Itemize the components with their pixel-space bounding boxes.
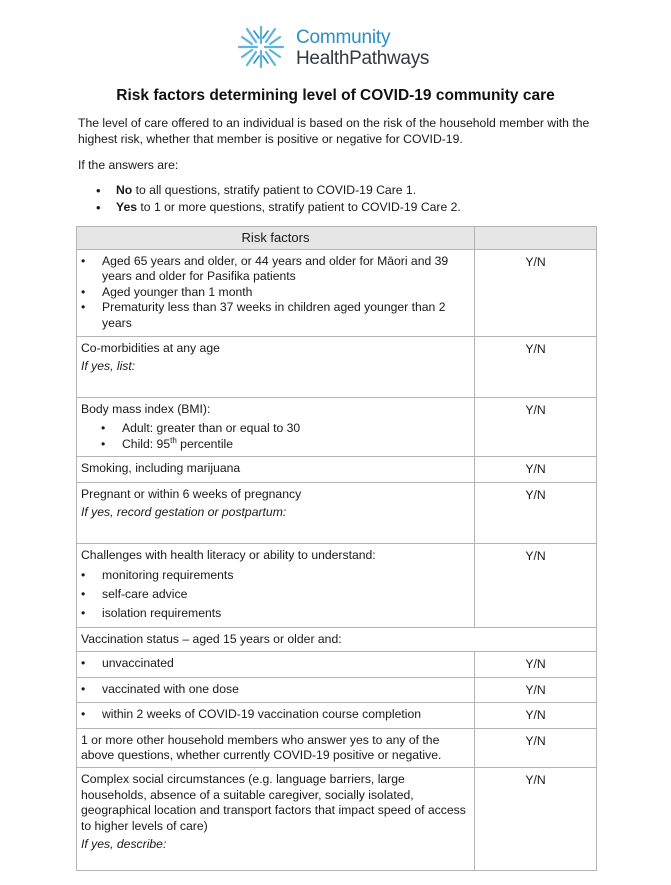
intro-paragraph: The level of care offered to an individual is based on the risk of the household member with the highest risk, whether that member is positive or negative for COVID-19. (78, 116, 590, 146)
bmi-child-sup: th (170, 435, 177, 445)
complex-note: If yes, describe: (81, 837, 167, 852)
brand-line-community: Community (296, 27, 391, 48)
list-item: • monitoring requirements (81, 566, 470, 585)
table-row-household (77, 728, 597, 768)
vacc-list-2 (81, 682, 470, 697)
list-item: • Adult: greater than or equal to 30 (101, 421, 470, 436)
literacy-label: Challenges with health literacy or ability to understand: (81, 547, 376, 562)
brand-wordmark (296, 27, 429, 69)
yn-cell: Y/N (475, 337, 597, 398)
yn-cell: Y/N (475, 768, 597, 871)
smoking-cell: Smoking, including marijuana (77, 457, 475, 482)
risk-factors-header: Risk factors (77, 227, 475, 250)
complex-label: Complex social circumstances (e.g. language barriers, large households, absence of a suitable caregiver, socially isolated, geographical location and transport factors that impact speed of access to higher levels of care) (81, 772, 466, 833)
stratify-list (96, 182, 461, 216)
comorbidities-label: Co-morbidities at any age (81, 341, 220, 355)
yn-cell: Y/N (475, 652, 597, 677)
table-row-complex (77, 768, 597, 871)
comorbidities-note: If yes, list: (81, 359, 136, 374)
stratify-no-label: No (116, 183, 133, 197)
yn-cell: Y/N (475, 728, 597, 768)
list-item: • self-care advice (81, 585, 470, 604)
age-cell (77, 250, 475, 337)
yn-cell: Y/N (475, 677, 597, 702)
table-row-literacy (77, 543, 597, 627)
table-row-one-dose (77, 677, 597, 702)
comorbidities-cell (77, 337, 475, 398)
yn-header (475, 227, 597, 250)
yn-cell: Y/N (475, 398, 597, 457)
list-item: • vaccinated with one dose (81, 682, 470, 697)
list-item: • Prematurity less than 37 weeks in children aged younger than 2 years (81, 300, 470, 331)
pregnant-note: If yes, record gestation or postpartum: (81, 505, 287, 520)
table-row-recent-completion (77, 703, 597, 728)
list-item: • within 2 weeks of COVID-19 vaccination course completion (81, 707, 470, 722)
list-item: • Aged 65 years and older, or 44 years and older for Māori and 39 years and older for Pasifika patients (81, 254, 470, 285)
one-dose-cell (77, 677, 475, 702)
bmi-label: Body mass index (BMI): (81, 402, 211, 416)
literacy-cell (77, 543, 475, 627)
unvaccinated-cell (77, 652, 475, 677)
stratify-yes-label: Yes (116, 200, 138, 214)
yn-cell: Y/N (475, 457, 597, 482)
vaccination-cell: Vaccination status – aged 15 years or older and: (77, 628, 597, 652)
yn-cell: Y/N (475, 250, 597, 337)
list-item: • unvaccinated (81, 656, 470, 671)
age-list (81, 254, 470, 331)
page-title: Risk factors determining level of COVID-19 community care (116, 87, 555, 104)
household-cell: 1 or more other household members who answer yes to any of the above questions, whether currently COVID-19 positive or negative. (77, 728, 475, 768)
table-row-pregnant (77, 482, 597, 543)
list-item: • Aged younger than 1 month (81, 285, 470, 300)
bmi-child-suffix: percentile (176, 436, 234, 451)
recent-completion-cell (77, 703, 475, 728)
vacc-list-3 (81, 707, 470, 722)
yn-cell: Y/N (475, 703, 597, 728)
bmi-list (101, 421, 470, 452)
table-header-row (77, 227, 597, 250)
if-answers-text: If the answers are: (78, 158, 179, 172)
stratify-no-text: to all questions, stratify patient to COVID-19 Care 1. (132, 183, 417, 197)
table-row-comorbidities (77, 337, 597, 398)
table-row-vaccination (77, 628, 597, 652)
list-item (101, 437, 470, 452)
bmi-child-text: Child: 95 (122, 436, 171, 451)
complex-cell (77, 768, 475, 871)
yn-cell: Y/N (475, 543, 597, 627)
vacc-list-1 (81, 656, 470, 671)
table-row-unvaccinated (77, 652, 597, 677)
pregnant-label: Pregnant or within 6 weeks of pregnancy (81, 486, 302, 501)
brand-line-healthpathways: HealthPathways (296, 48, 430, 69)
list-item: • isolation requirements (81, 604, 470, 623)
table-row-bmi (77, 398, 597, 457)
stratify-yes-text: to 1 or more questions, stratify patient to COVID-19 Care 2. (137, 200, 461, 214)
stratify-item-yes (96, 199, 461, 216)
risk-factors-table (76, 226, 597, 871)
table-row-age (77, 250, 597, 337)
table-row-smoking (77, 457, 597, 482)
yn-cell: Y/N (475, 482, 597, 543)
literacy-list (81, 566, 470, 623)
stratify-item-no (96, 182, 461, 199)
pregnant-cell (77, 482, 475, 543)
bmi-cell (77, 398, 475, 457)
